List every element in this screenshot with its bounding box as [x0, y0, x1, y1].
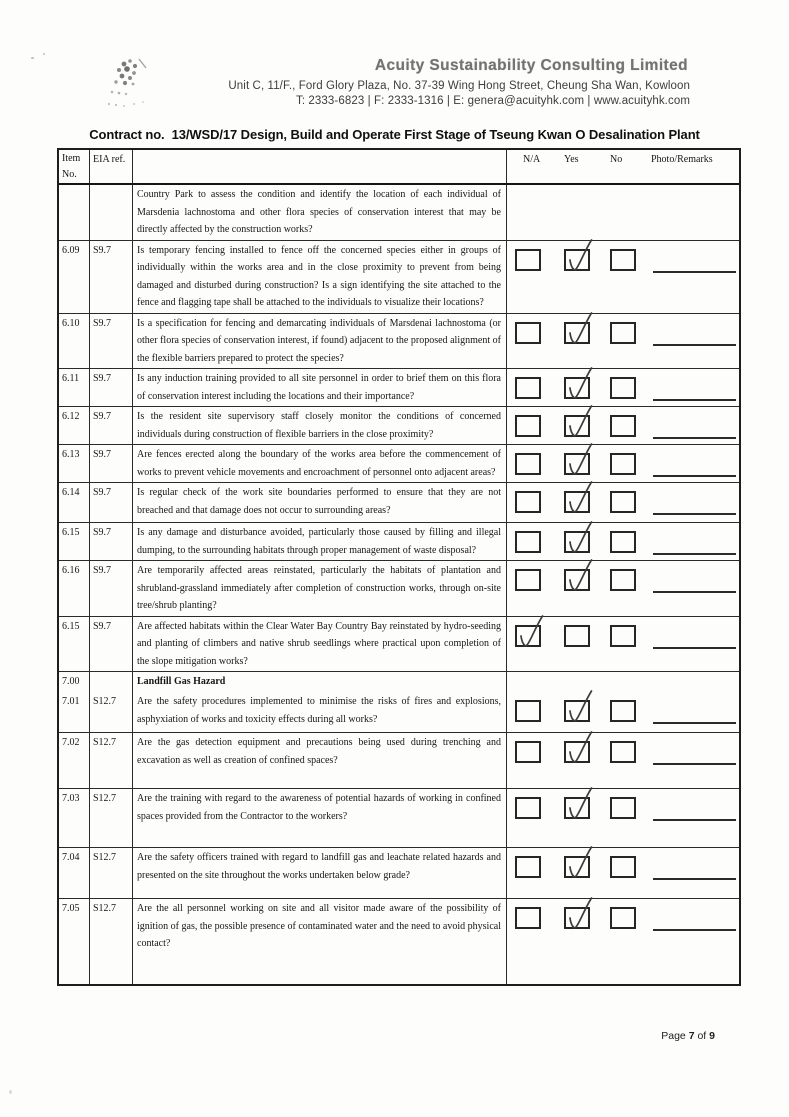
checkbox-yes[interactable] [564, 377, 590, 399]
checkbox-yes[interactable] [564, 531, 590, 553]
table-row [59, 407, 739, 445]
checklist-table [57, 148, 741, 986]
question-text: Are the gas detection equipment and precautions being used during trenching and excavation as well as creation of confined spaces? [133, 733, 507, 788]
of-label: of [697, 1030, 707, 1042]
table-row [59, 899, 739, 984]
col-header-remarks: Photo/Remarks [651, 154, 713, 165]
col-header-eia: EIA ref. [90, 150, 133, 183]
eia-ref: S9.7 [90, 369, 133, 406]
remarks-line [653, 437, 736, 439]
table-row [59, 445, 739, 483]
answer-cell [507, 848, 739, 898]
item-number: 6.16 [59, 561, 90, 616]
eia-ref: S12.7 [90, 848, 133, 898]
checkbox-na[interactable] [515, 741, 541, 763]
answer-cell [507, 523, 739, 560]
scan-artifact [9, 1090, 12, 1094]
checkbox-yes[interactable] [564, 415, 590, 437]
answer-cell [507, 369, 739, 406]
checkbox-yes[interactable] [564, 741, 590, 763]
answer-cell [507, 672, 739, 692]
remarks-line [653, 929, 736, 931]
checkbox-na[interactable] [515, 377, 541, 399]
checkbox-no[interactable] [610, 453, 636, 475]
table-row [59, 185, 739, 241]
checkbox-na[interactable] [515, 700, 541, 722]
eia-ref [90, 185, 133, 240]
question-text: Country Park to assess the condition and identify the location of each individual of Marsdenia lachnostoma and other flora species of conservation interest that may be directly affected by the construction works? [133, 185, 507, 240]
page-footer [661, 1030, 715, 1042]
table-row [59, 848, 739, 899]
checkbox-na[interactable] [515, 453, 541, 475]
checkbox-na[interactable] [515, 856, 541, 878]
checkbox-no[interactable] [610, 700, 636, 722]
table-row [59, 523, 739, 561]
answer-cell [507, 185, 739, 240]
item-number: 7.00 [59, 672, 90, 692]
question-text: Are affected habitats within the Clear Water Bay Country Bay reinstated by hydro-seeding and planting of climbers and native shrub seedlings where practical upon completion of the slope mitigation works? [133, 617, 507, 672]
item-number: 7.02 [59, 733, 90, 788]
checkbox-yes[interactable] [564, 249, 590, 271]
item-number: 6.13 [59, 445, 90, 482]
checkbox-yes[interactable] [564, 322, 590, 344]
tick-mark [563, 559, 595, 593]
checkbox-na[interactable] [515, 907, 541, 929]
eia-ref: S9.7 [90, 241, 133, 313]
eia-ref: S9.7 [90, 523, 133, 560]
table-header-row [59, 150, 739, 185]
company-name: Acuity Sustainability Consulting Limited [374, 57, 688, 74]
checkbox-yes[interactable] [564, 453, 590, 475]
eia-ref: S12.7 [90, 899, 133, 984]
remarks-line [653, 344, 736, 346]
checkbox-yes[interactable] [564, 491, 590, 513]
eia-ref: S12.7 [90, 733, 133, 788]
remarks-line [653, 819, 736, 821]
question-text: Are the safety officers trained with regard to landfill gas and leachate related hazards and presented on the site throughout the works undertaken below grade? [133, 848, 507, 898]
item-number [59, 185, 90, 240]
tick-mark [563, 481, 595, 515]
tick-mark [563, 731, 595, 765]
answer-cell [507, 241, 739, 313]
remarks-line [653, 722, 736, 724]
col-header-item-line2: No. [62, 169, 77, 180]
question-text: Landfill Gas Hazard [133, 672, 507, 692]
checkbox-yes[interactable] [564, 797, 590, 819]
checkbox-no[interactable] [610, 797, 636, 819]
checkbox-yes[interactable] [564, 625, 590, 647]
remarks-line [653, 647, 736, 649]
col-header-question [133, 150, 507, 183]
checkbox-no[interactable] [610, 377, 636, 399]
eia-ref: S9.7 [90, 617, 133, 672]
answer-cell [507, 561, 739, 616]
remarks-line [653, 591, 736, 593]
checkbox-no[interactable] [610, 907, 636, 929]
page-label: Page [661, 1030, 686, 1042]
scan-artifact [43, 53, 45, 55]
col-header-answers [507, 150, 739, 183]
tick-mark [563, 897, 595, 931]
eia-ref: S12.7 [90, 789, 133, 847]
table-row [59, 733, 739, 789]
question-text: Are the safety procedures implemented to minimise the risks of fires and explosions, asphyxiation of works and toxicity effects during all works? [133, 692, 507, 732]
checkbox-no[interactable] [610, 531, 636, 553]
eia-ref: S9.7 [90, 445, 133, 482]
checkbox-na[interactable] [515, 415, 541, 437]
table-row [59, 672, 739, 692]
item-number: 6.09 [59, 241, 90, 313]
answer-cell [507, 407, 739, 444]
col-header-item [59, 150, 90, 183]
tick-mark [563, 690, 595, 724]
question-text: Are the training with regard to the awareness of potential hazards of working in confined spaces provided from the Contractor to the workers? [133, 789, 507, 847]
answer-cell [507, 789, 739, 847]
checkbox-yes[interactable] [564, 569, 590, 591]
answer-cell [507, 692, 739, 732]
item-number: 7.03 [59, 789, 90, 847]
eia-ref: S9.7 [90, 483, 133, 522]
scan-artifact [31, 57, 34, 59]
answer-cell [507, 483, 739, 522]
col-header-no: No [610, 154, 623, 165]
checkbox-yes[interactable] [564, 856, 590, 878]
checkbox-na[interactable] [515, 322, 541, 344]
col-header-yes: Yes [564, 154, 579, 165]
table-body [59, 185, 739, 984]
remarks-line [653, 513, 736, 515]
question-text: Are temporarily affected areas reinstated, particularly the habitats of plantation and shrubland-grassland immediately after completion of construction works, through on-site tree/shrub planting? [133, 561, 507, 616]
checkbox-na[interactable] [515, 569, 541, 591]
remarks-line [653, 553, 736, 555]
page-number: 7 [688, 1030, 695, 1042]
item-number: 6.11 [59, 369, 90, 406]
question-text: Is regular check of the work site boundaries performed to ensure that they are not breached and that damage does not occur to surrounding areas? [133, 483, 507, 522]
table-row [59, 789, 739, 848]
company-address: Unit C, 11/F., Ford Glory Plaza, No. 37-39 Wing Hong Street, Cheung Sha Wan, Kowloon [228, 80, 690, 92]
checkbox-yes[interactable] [564, 700, 590, 722]
company-logo [103, 56, 163, 122]
eia-ref [90, 672, 133, 692]
remarks-line [653, 763, 736, 765]
eia-ref: S9.7 [90, 314, 133, 369]
remarks-line [653, 399, 736, 401]
question-text: Is temporary fencing installed to fence off the concerned species either in groups of individually within the works area and in the close proximity to prevent from being damaged and disturbed during construction? Is a sign identifying the site attached to the fence and flagging tape shall be attached to the individuals to visualize their locations? [133, 241, 507, 313]
remarks-line [653, 878, 736, 880]
item-number: 6.14 [59, 483, 90, 522]
eia-ref: S9.7 [90, 407, 133, 444]
page-title: Contract no. 13/WSD/17 Design, Build and Operate First Stage of Tseung Kwan O Desalination Plant [89, 127, 700, 142]
tick-mark [563, 846, 595, 880]
item-number: 7.01 [59, 692, 90, 732]
item-number: 6.15 [59, 617, 90, 672]
total-pages: 9 [709, 1030, 715, 1042]
answer-cell [507, 899, 739, 984]
question-text: Is a specification for fencing and demarcating individuals of Marsdenai lachnostoma (or other flora species of conservation interest, if found) adjacent to the proposed alignment of the flexible barriers prepared to protect the species? [133, 314, 507, 369]
tick-mark [563, 312, 595, 346]
table-row [59, 241, 739, 314]
tick-mark [563, 239, 595, 273]
table-row [59, 617, 739, 673]
answer-cell [507, 445, 739, 482]
tick-mark [563, 787, 595, 821]
remarks-line [653, 475, 736, 477]
answer-cell [507, 314, 739, 369]
question-text: Are the all personnel working on site and all visitor made aware of the possibility of ignition of gas, the possible presence of contaminated water and the need to avoid physical contact? [133, 899, 507, 984]
checkbox-no[interactable] [610, 415, 636, 437]
checkbox-no[interactable] [610, 856, 636, 878]
table-row [59, 561, 739, 617]
checkbox-na[interactable] [515, 491, 541, 513]
answer-cell [507, 733, 739, 788]
tick-mark [563, 521, 595, 555]
eia-ref: S12.7 [90, 692, 133, 732]
checkbox-no[interactable] [610, 569, 636, 591]
question-text: Are fences erected along the boundary of the works area before the commencement of works to prevent vehicle movements and encroachment of personnel onto adjacent areas? [133, 445, 507, 482]
answer-cell [507, 617, 739, 672]
table-row [59, 314, 739, 370]
col-header-item-line1: Item [62, 153, 81, 164]
question-text: Is any induction training provided to all site personnel in order to brief them on this flora of conservation interest including the locations and their importance? [133, 369, 507, 406]
checkbox-na[interactable] [515, 249, 541, 271]
checkbox-no[interactable] [610, 741, 636, 763]
remarks-line [653, 271, 736, 273]
item-number: 6.12 [59, 407, 90, 444]
checkbox-no[interactable] [610, 249, 636, 271]
tick-mark [563, 367, 595, 401]
checkbox-no[interactable] [610, 491, 636, 513]
checkbox-na[interactable] [515, 531, 541, 553]
tick-mark [563, 405, 595, 439]
item-number: 6.10 [59, 314, 90, 369]
item-number: 7.04 [59, 848, 90, 898]
table-row [59, 483, 739, 523]
col-header-na: N/A [523, 154, 541, 165]
checkbox-na[interactable] [515, 797, 541, 819]
checkbox-no[interactable] [610, 322, 636, 344]
letterhead [170, 57, 690, 107]
table-row [59, 369, 739, 407]
checkbox-no[interactable] [610, 625, 636, 647]
checkbox-na[interactable] [515, 625, 541, 647]
item-number: 6.15 [59, 523, 90, 560]
tick-mark [514, 615, 546, 649]
question-text: Is any damage and disturbance avoided, particularly those caused by filling and illegal dumping, to the surrounding habitats through proper management of waste disposal? [133, 523, 507, 560]
tick-mark [563, 443, 595, 477]
company-contact: T: 2333-6823 | F: 2333-1316 | E: genera@acuityhk.com | www.acuityhk.com [295, 95, 690, 107]
checkbox-yes[interactable] [564, 907, 590, 929]
eia-ref: S9.7 [90, 561, 133, 616]
question-text: Is the resident site supervisory staff closely monitor the conditions of concerned individuals during construction of flexible barriers in the close proximity? [133, 407, 507, 444]
item-number: 7.05 [59, 899, 90, 984]
table-row [59, 692, 739, 733]
